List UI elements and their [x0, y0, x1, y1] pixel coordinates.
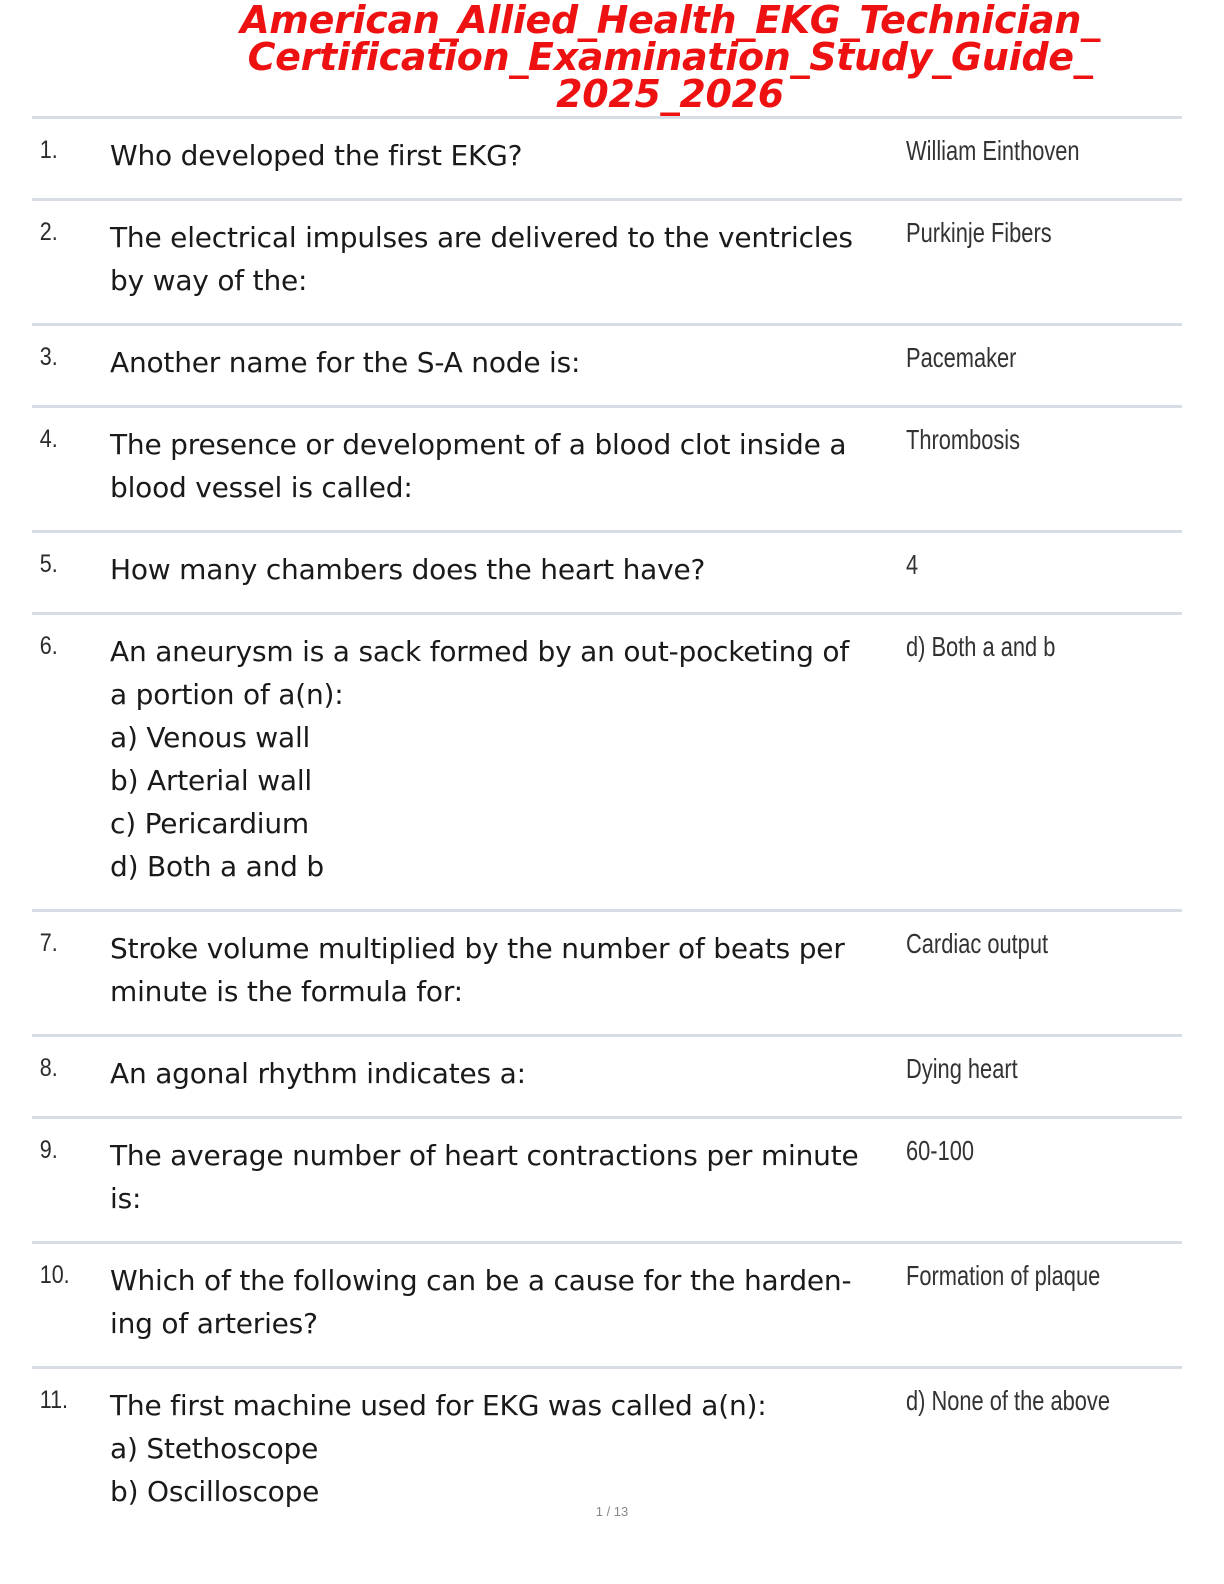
answer-text: Formation of plaque — [906, 1260, 1101, 1291]
answer-text: Dying heart — [906, 1053, 1018, 1084]
question-number: 3. — [39, 343, 58, 371]
question-row — [32, 119, 1182, 201]
answer-text: Purkinje Fibers — [906, 217, 1052, 248]
question-number: 10. — [39, 1261, 70, 1289]
question-line: a portion of a(n): — [110, 678, 344, 711]
question-row — [32, 912, 1182, 1037]
question-text — [110, 216, 906, 302]
question-text — [110, 1259, 906, 1345]
question-line: An agonal rhythm indicates a: — [110, 1057, 526, 1090]
question-number: 1. — [39, 136, 58, 164]
question-row — [32, 408, 1182, 533]
question-text — [110, 423, 906, 509]
question-text — [110, 927, 906, 1013]
question-text — [110, 630, 906, 888]
question-line: Who developed the first EKG? — [110, 139, 523, 172]
question-line: by way of the: — [110, 264, 308, 297]
question-row — [32, 1119, 1182, 1244]
question-line: Another name for the S-A node is: — [110, 346, 581, 379]
question-line: The first machine used for EKG was called a(n): — [110, 1389, 767, 1422]
question-list — [32, 116, 1182, 1534]
question-line: d) Both a and b — [110, 850, 324, 883]
question-number: 5. — [39, 550, 58, 578]
answer-text: William Einthoven — [906, 135, 1080, 166]
question-line: ing of arteries? — [110, 1307, 318, 1340]
question-text — [110, 1052, 906, 1095]
question-number: 9. — [39, 1136, 58, 1164]
title-line-1: American_Allied_Health_EKG_Technician_ — [240, 0, 1100, 42]
question-line: b) Oscilloscope — [110, 1475, 320, 1508]
answer-text: Pacemaker — [906, 342, 1017, 373]
question-line: The electrical impulses are delivered to the ventricles — [110, 221, 853, 254]
document-title — [200, 0, 1140, 116]
question-text — [110, 1134, 906, 1220]
question-number: 7. — [39, 929, 58, 957]
answer-text: d) None of the above — [906, 1385, 1110, 1416]
question-number: 6. — [39, 632, 58, 660]
question-row — [32, 1037, 1182, 1119]
question-row — [32, 533, 1182, 615]
question-line: b) Arterial wall — [110, 764, 313, 797]
question-row — [32, 1244, 1182, 1369]
question-line: blood vessel is called: — [110, 471, 413, 504]
question-line: Stroke volume multiplied by the number of beats per — [110, 932, 845, 965]
question-row — [32, 615, 1182, 912]
question-line: The presence or development of a blood clot inside a — [110, 428, 847, 461]
answer-text: d) Both a and b — [906, 631, 1056, 662]
question-line: is: — [110, 1182, 142, 1215]
question-row — [32, 201, 1182, 326]
question-text — [110, 1384, 906, 1513]
title-line-2: Certification_Examination_Study_Guide_ — [247, 35, 1093, 79]
question-line: Which of the following can be a cause for the harden- — [110, 1264, 852, 1297]
question-number: 8. — [39, 1054, 58, 1082]
question-line: How many chambers does the heart have? — [110, 553, 706, 586]
question-text — [110, 341, 906, 384]
question-line: The average number of heart contractions per minute — [110, 1139, 859, 1172]
answer-text: 4 — [906, 549, 919, 580]
question-number: 2. — [39, 218, 58, 246]
question-number: 4. — [39, 425, 58, 453]
answer-text: Thrombosis — [906, 424, 1021, 455]
title-line-3: 2025_2026 — [556, 72, 784, 116]
question-line: a) Stethoscope — [110, 1432, 319, 1465]
question-row — [32, 326, 1182, 408]
question-line: a) Venous wall — [110, 721, 311, 754]
page-number: 1 / 13 — [595, 1504, 629, 1519]
answer-text: Cardiac output — [906, 928, 1049, 959]
question-text — [110, 548, 906, 591]
question-line: c) Pericardium — [110, 807, 309, 840]
question-number: 11. — [39, 1386, 69, 1414]
question-line: minute is the formula for: — [110, 975, 463, 1008]
answer-text: 60-100 — [906, 1135, 975, 1166]
question-text — [110, 134, 906, 177]
question-line: An aneurysm is a sack formed by an out-pocketing of — [110, 635, 850, 668]
